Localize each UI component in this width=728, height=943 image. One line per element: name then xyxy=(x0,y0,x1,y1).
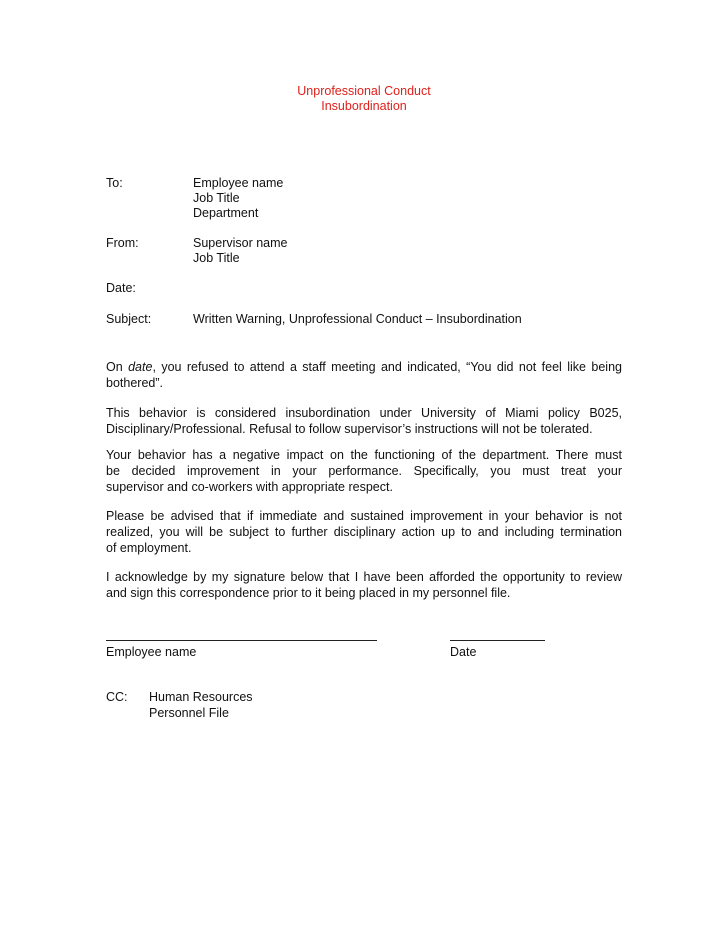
document-subtitle: Insubordination xyxy=(321,99,407,113)
to-job-title: Job Title xyxy=(193,191,240,205)
document-title: Unprofessional Conduct xyxy=(297,84,431,98)
p2-line1: This behavior is considered insubordination under University of Miami policy B025, xyxy=(106,406,622,420)
from-label: From: xyxy=(106,236,139,250)
p1-line2: bothered”. xyxy=(106,376,163,390)
cc-item-human-resources: Human Resources xyxy=(149,690,253,704)
p3-line2: be decided improvement in your performance. Specifically, you must treat your xyxy=(106,464,622,478)
paragraph-policy xyxy=(106,405,622,437)
p3-line1: Your behavior has a negative impact on the functioning of the department. There must xyxy=(106,448,622,462)
employee-name-label: Employee name xyxy=(106,645,197,659)
subject-label: Subject: xyxy=(106,312,152,326)
cc-label: CC: xyxy=(106,690,128,704)
employee-signature-line[interactable] xyxy=(106,640,377,641)
p4-line3: of employment. xyxy=(106,541,192,555)
p4-line2: realized, you will be subject to further disciplinary action up to and including termination xyxy=(106,525,622,539)
p3-line3: supervisor and co-workers with appropriate respect. xyxy=(106,480,393,494)
p5-line1: I acknowledge by my signature below that I have been afforded the opportunity to review xyxy=(106,570,622,584)
from-job-title: Job Title xyxy=(193,251,240,265)
cc-item-personnel-file: Personnel File xyxy=(149,706,229,720)
p5-line2: and sign this correspondence prior to it being placed in my personnel file. xyxy=(106,586,511,600)
paragraph-advised xyxy=(106,508,622,556)
to-label: To: xyxy=(106,176,123,190)
to-name: Employee name xyxy=(193,176,284,190)
p1-line1-rest: , you refused to attend a staff meeting and indicated, “You did not feel like being xyxy=(152,360,622,374)
paragraph-line xyxy=(106,359,622,375)
paragraph-impact xyxy=(106,447,622,495)
subject-value: Written Warning, Unprofessional Conduct – Insubordination xyxy=(193,312,522,326)
date-signature-line[interactable] xyxy=(450,640,545,641)
signature-date-label: Date xyxy=(450,645,477,659)
p1-date: date xyxy=(128,360,153,374)
from-name: Supervisor name xyxy=(193,236,288,250)
p1-on: On xyxy=(106,360,123,374)
p2-line2: Disciplinary/Professional. Refusal to follow supervisor’s instructions will not be tolerated. xyxy=(106,422,593,436)
paragraph-refusal xyxy=(106,359,622,391)
date-label: Date: xyxy=(106,281,136,295)
paragraph-acknowledge xyxy=(106,569,622,601)
to-department: Department xyxy=(193,206,259,220)
p4-line1: Please be advised that if immediate and sustained improvement in your behavior is not xyxy=(106,509,622,523)
